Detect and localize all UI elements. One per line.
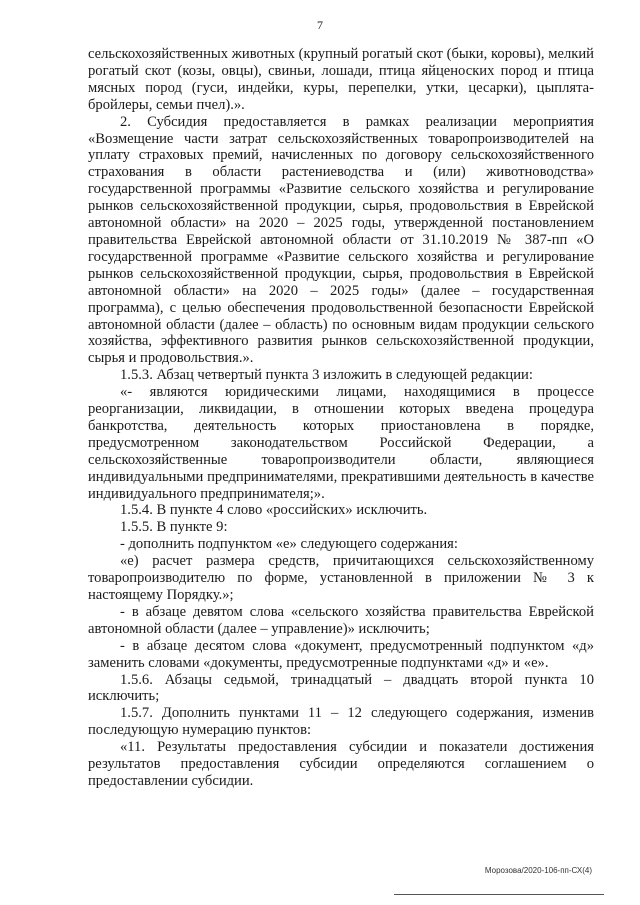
paragraph-add-subitem-e: - дополнить подпунктом «е» следующего содержания: (120, 536, 458, 553)
footer-document-code: Морозова/2020-106-пп-СХ(4) (484, 866, 592, 875)
paragraph-amendment-1-5-7: 1.5.7. Дополнить пунктами 11 – 12 следующего содержания, изменив последующую нумерацию пунктов: (88, 705, 594, 739)
page-number: 7 (317, 18, 323, 32)
paragraph-livestock-list: сельскохозяйственных животных (крупный рогатый скот (быки, коровы), мелкий рогатый скот (козы, овцы), свиньи, лошади, птица яйценоских пород и птица мясных пород (гуси, индейки, куры, перепелки, утки, цесарки), цыплята-бройлеры, семьи пчел).». (88, 46, 594, 113)
paragraph-subitem-e-text: «е) расчет размера средств, причитающихся сельскохозяйственному товаропроизводителю по форме, установленной в приложении № 3 к настоящему Порядку.»; (88, 553, 594, 603)
paragraph-amendment-1-5-5: 1.5.5. В пункте 9: (120, 519, 228, 536)
paragraph-tenth-clause-change: - в абзаце десятом слова «документ, предусмотренный подпунктом «д» заменить словами «документы, предусмотренные подпунктами «д» и «е». (88, 637, 594, 671)
paragraph-amendment-1-5-4: 1.5.4. В пункте 4 слово «российских» исключить. (120, 502, 428, 519)
paragraph-item-11-results: «11. Результаты предоставления субсидии и показатели достижения результатов предоставления субсидии определяются соглашением о предоставлении субсидии. (88, 739, 594, 789)
paragraph-subsidy-purpose: 2. Субсидия предоставляется в рамках реализации мероприятия «Возмещение части затрат сельскохозяйственных товаропроизводителей на уплату страховых премий, начисленных по договору сельскохозяйственного страхования в области растениеводства и (или) животноводства» государственной программы «Развитие сельского хозяйства и регулирование рынков сельскохозяйственной продукции, сырья, продовольствия в Еврейской автономной области» на 2020 – 2025 годы, утвержденной постановлением правительства Еврейской автономной области от 31.10.2019 № 387-пп «О государственной программе «Развитие сельского хозяйства и регулирование рынков сельскохозяйственной продукции, сырья, продовольствия в Еврейской автономной области» на 2020 – 2025 годы» (далее – государственная программа), с целью обеспечения продовольственной безопасности Еврейской автономной области (далее – область) по основным видам продукции сельского хозяйства, эффективного развития рынков сельскохозяйственной продукции, сырья и продовольствия.». (88, 113, 594, 367)
document-body (88, 46, 594, 790)
paragraph-new-wording-item-3: «- являются юридическими лицами, находящимися в процессе реорганизации, ликвидации, в отношении которых введена процедура банкротства, деятельность которых приостановлена в порядке, предусмотренном законодательством Российской Федерации, а сельскохозяйственные товаропроизводители области, являющиеся индивидуальными предпринимателями, прекратившими деятельность в качестве индивидуального предпринимателя;». (88, 384, 594, 502)
paragraph-amendment-1-5-6: 1.5.6. Абзацы седьмой, тринадцатый – двадцать второй пункта 10 исключить; (88, 671, 594, 705)
paragraph-amendment-1-5-3: 1.5.3. Абзац четвертый пункта 3 изложить в следующей редакции: (120, 367, 533, 384)
bottom-rule-line (394, 894, 604, 895)
paragraph-ninth-clause-change: - в абзаце девятом слова «сельского хозяйства правительства Еврейской автономной области (далее – управление)» исключить; (88, 603, 594, 637)
